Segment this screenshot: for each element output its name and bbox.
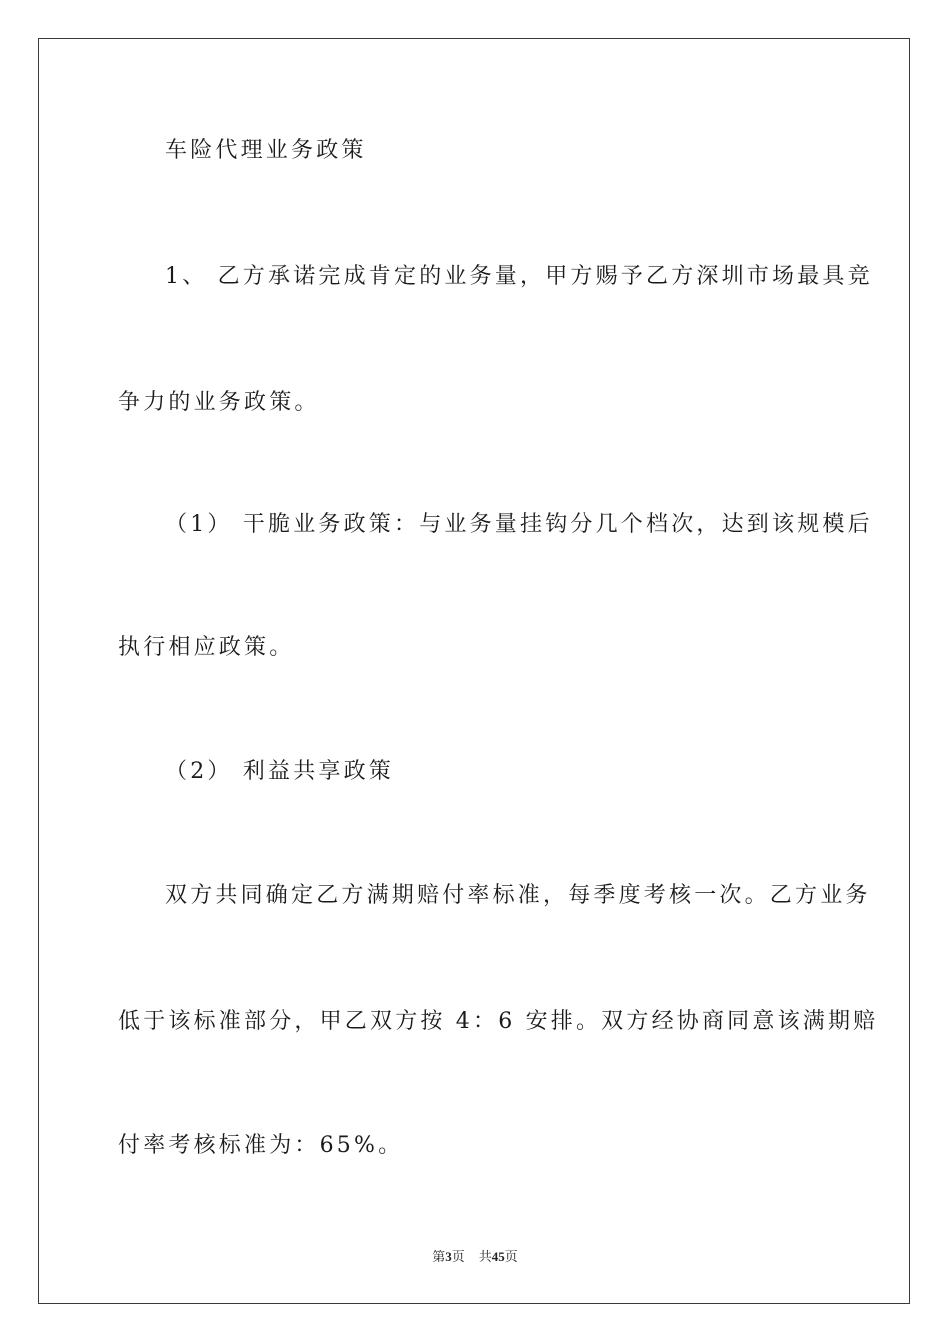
page-number: 3 [445,1249,452,1264]
page-suffix: 页 [451,1250,465,1265]
page-border [38,38,910,1304]
page-prefix: 第 [432,1250,446,1265]
paragraph-line: 执行相应政策。 [118,635,295,660]
paragraph-line: 付率考核标准为：65%。 [118,1133,404,1158]
paragraph-line: 1、 乙方承诺完成肯定的业务量，甲方赐予乙方深圳市场最具竞 [165,264,873,289]
document-heading: 车险代理业务政策 [165,138,367,163]
paragraph-line: 低于该标准部分，甲乙双方按 4：6 安排。双方经协商同意该满期赔 [118,1009,879,1034]
total-suffix: 页 [504,1250,518,1265]
paragraph-line: 争力的业务政策。 [118,390,320,415]
page-footer [0,1249,950,1266]
paragraph-line: 双方共同确定乙方满期赔付率标准，每季度考核一次。乙方业务 [165,883,871,908]
total-pages: 45 [491,1249,505,1264]
paragraph-line: （2） 利益共享政策 [165,759,394,784]
paragraph-line: （1） 干脆业务政策：与业务量挂钩分几个档次，达到该规模后 [165,512,873,537]
total-prefix: 共 [478,1250,492,1265]
